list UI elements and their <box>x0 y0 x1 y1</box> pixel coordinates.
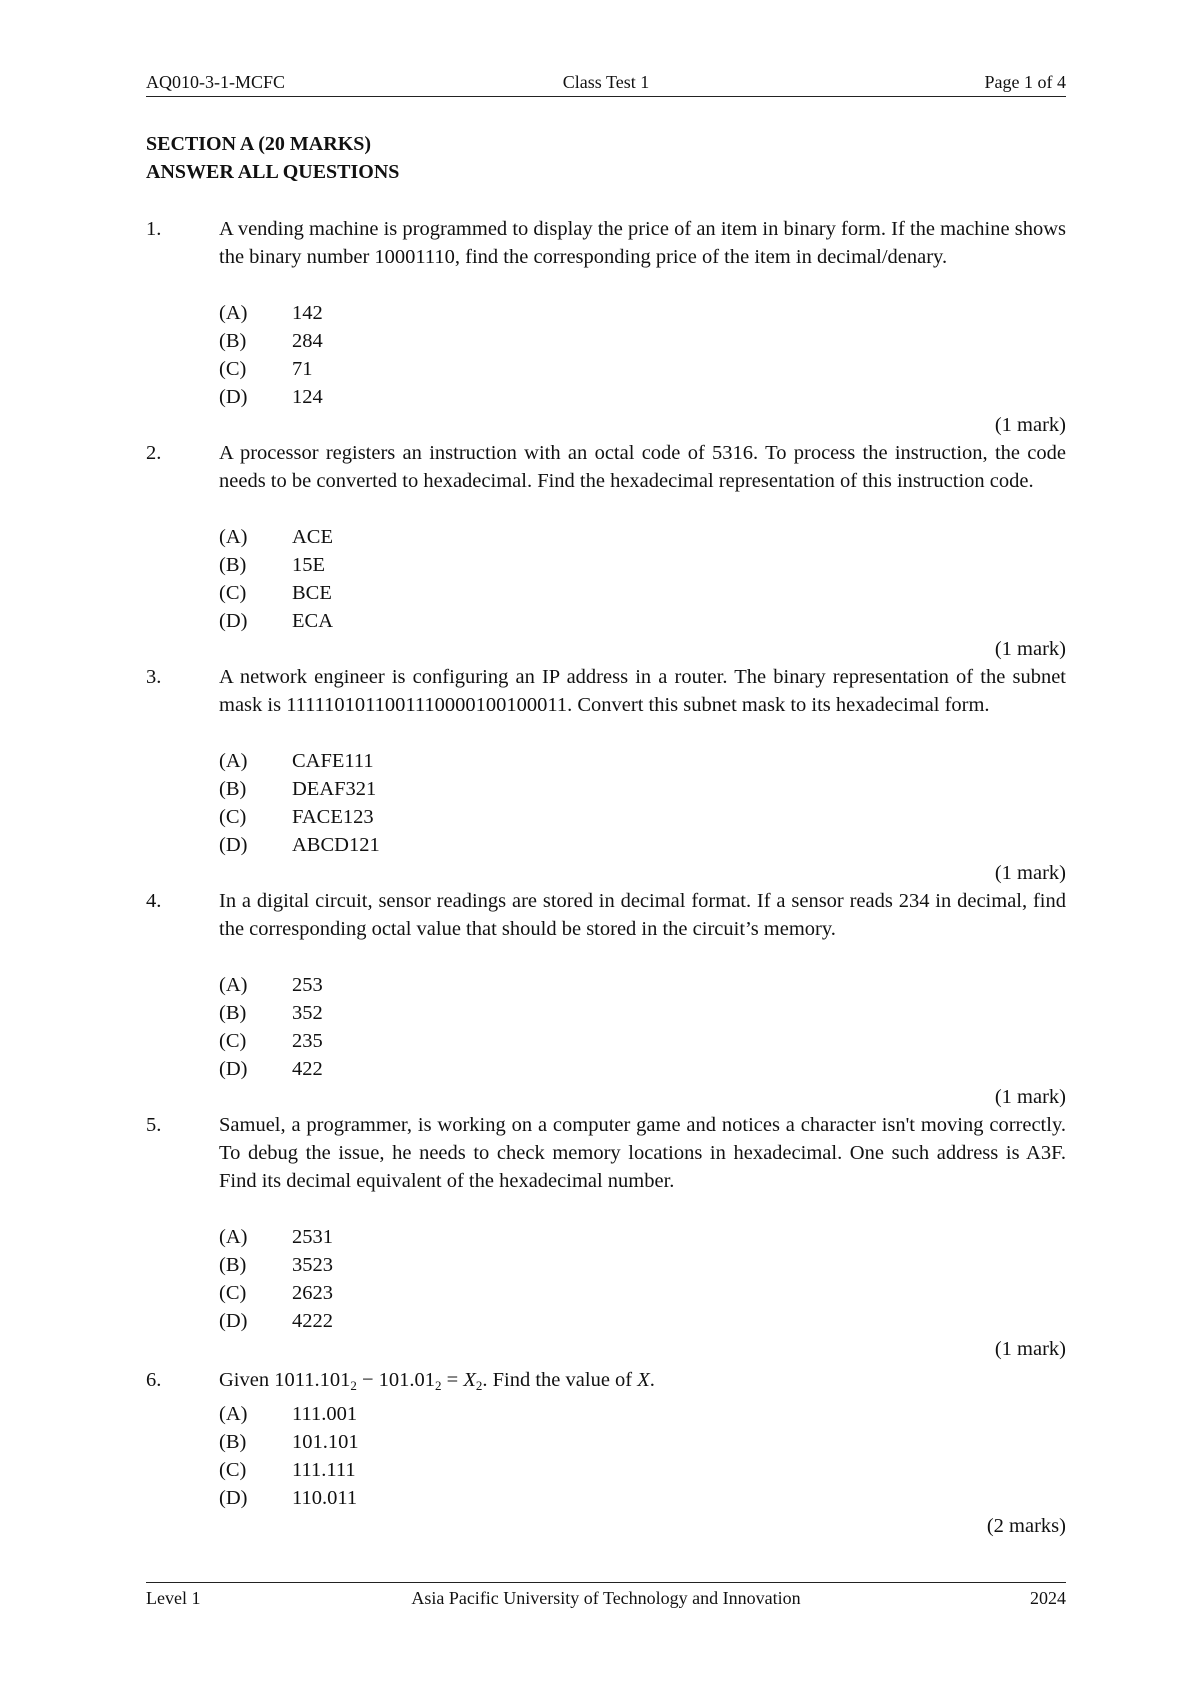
option-value: 352 <box>292 1002 323 1024</box>
option-label: (A) <box>219 1403 248 1425</box>
test-title: Class Test 1 <box>562 72 650 92</box>
level-label: Level 1 <box>146 1588 201 1608</box>
question-text: Samuel, a programmer, is working on a computer game and notices a character isn't moving correctly. To debug the issue, he needs to check memory locations in hexadecimal. One such address is A3F. Find its decimal equivalent of the hexadecimal number. <box>219 1114 1066 1192</box>
given-word: Given <box>219 1369 270 1391</box>
marks-label: (1 mark) <box>994 414 1066 436</box>
option-label: (B) <box>219 1431 247 1453</box>
minus-sign: − <box>361 1369 374 1391</box>
base-subscript: 2 <box>475 1378 483 1393</box>
option-label: (B) <box>219 554 247 576</box>
option-label: (B) <box>219 330 247 352</box>
option-value: 422 <box>292 1058 323 1080</box>
year-label: 2024 <box>1030 1588 1066 1608</box>
question-tail: . Find the value of <box>482 1369 633 1391</box>
option-label: (D) <box>219 1487 248 1509</box>
option-value: ECA <box>292 610 333 632</box>
option-value: CAFE111 <box>292 750 374 772</box>
option-value: BCE <box>292 582 332 604</box>
option-label: (C) <box>219 1282 247 1304</box>
option-value: 71 <box>292 358 313 380</box>
option-label: (A) <box>219 1226 248 1248</box>
question-text: In a digital circuit, sensor readings are stored in decimal format. If a sensor reads 234 in decimal, find the corresponding octal value that should be stored in the circuit’s memory. <box>219 890 1066 940</box>
option-value: 253 <box>292 974 323 996</box>
question-text: A network engineer is configuring an IP address in a router. The binary representation of the subnet mask is 1111101011001110000100100011. Convert this subnet mask to its hexadecimal form. <box>219 666 1066 716</box>
marks-label: (1 mark) <box>994 1338 1066 1360</box>
option-label: (C) <box>219 806 247 828</box>
option-label: (B) <box>219 1254 247 1276</box>
option-label: (C) <box>219 1030 247 1052</box>
option-value: FACE123 <box>292 806 374 828</box>
option-label: (D) <box>219 386 248 408</box>
option-value: 15E <box>292 554 326 576</box>
option-value: 235 <box>292 1030 323 1052</box>
section-instruction: ANSWER ALL QUESTIONS <box>146 161 400 183</box>
equals-sign: = <box>446 1369 459 1391</box>
marks-label: (1 mark) <box>994 862 1066 884</box>
base-subscript: 2 <box>350 1378 357 1393</box>
option-label: (B) <box>219 1002 247 1024</box>
option-value: 142 <box>292 302 323 324</box>
marks-label: (1 mark) <box>994 638 1066 660</box>
option-label: (A) <box>219 750 248 772</box>
question-number: 4. <box>146 890 162 912</box>
operand-b: 101.01 <box>378 1369 436 1391</box>
option-value: 101.101 <box>292 1431 359 1453</box>
marks-label: (2 marks) <box>986 1515 1066 1537</box>
option-label: (D) <box>219 834 248 856</box>
option-label: (C) <box>219 1459 247 1481</box>
question-number: 3. <box>146 666 162 688</box>
option-value: 2531 <box>292 1226 333 1248</box>
option-value: DEAF321 <box>292 778 377 800</box>
option-label: (C) <box>219 582 247 604</box>
base-subscript: 2 <box>435 1378 442 1393</box>
question-text: A processor registers an instruction with an octal code of 5316. To process the instruction, the code needs to be converted to hexadecimal. Find the hexadecimal representation of this instruction code. <box>219 442 1066 492</box>
variable-x: X <box>463 1369 476 1391</box>
option-label: (A) <box>219 974 248 996</box>
option-label: (D) <box>219 1058 248 1080</box>
option-value: 111.111 <box>292 1459 356 1481</box>
option-value: 111.001 <box>292 1403 358 1425</box>
option-value: ABCD121 <box>292 834 380 856</box>
question-number: 6. <box>146 1369 162 1391</box>
operand-a: 1011.101 <box>274 1369 351 1391</box>
institution-name: Asia Pacific University of Technology and Innovation <box>411 1588 801 1608</box>
option-value: 4222 <box>292 1310 333 1332</box>
period: . <box>649 1369 655 1391</box>
header-rule <box>146 96 1066 97</box>
option-value: 284 <box>292 330 323 352</box>
course-code: AQ010-3-1-MCFC <box>146 72 286 92</box>
option-value: 124 <box>292 386 323 408</box>
variable-x: X <box>637 1369 650 1391</box>
option-value: 2623 <box>292 1282 333 1304</box>
option-label: (A) <box>219 526 248 548</box>
marks-label: (1 mark) <box>994 1086 1066 1108</box>
option-label: (B) <box>219 778 247 800</box>
option-label: (A) <box>219 302 248 324</box>
option-value: ACE <box>292 526 333 548</box>
question-text <box>219 1366 1066 1400</box>
page-header <box>146 70 1066 94</box>
option-value: 3523 <box>292 1254 333 1276</box>
option-label: (C) <box>219 358 247 380</box>
section-title: SECTION A (20 MARKS) <box>146 133 372 155</box>
footer-rule <box>146 1582 1066 1583</box>
question-text: A vending machine is programmed to display the price of an item in binary form. If the machine shows the binary number 10001110, find the corresponding price of the item in decimal/denary. <box>219 218 1066 268</box>
option-label: (D) <box>219 610 248 632</box>
question-number: 5. <box>146 1114 162 1136</box>
question-number: 2. <box>146 442 162 464</box>
page-footer <box>146 1586 1066 1610</box>
page-number: Page 1 of 4 <box>984 72 1066 92</box>
option-label: (D) <box>219 1310 248 1332</box>
question-number: 1. <box>146 218 162 240</box>
option-value: 110.011 <box>292 1487 358 1509</box>
